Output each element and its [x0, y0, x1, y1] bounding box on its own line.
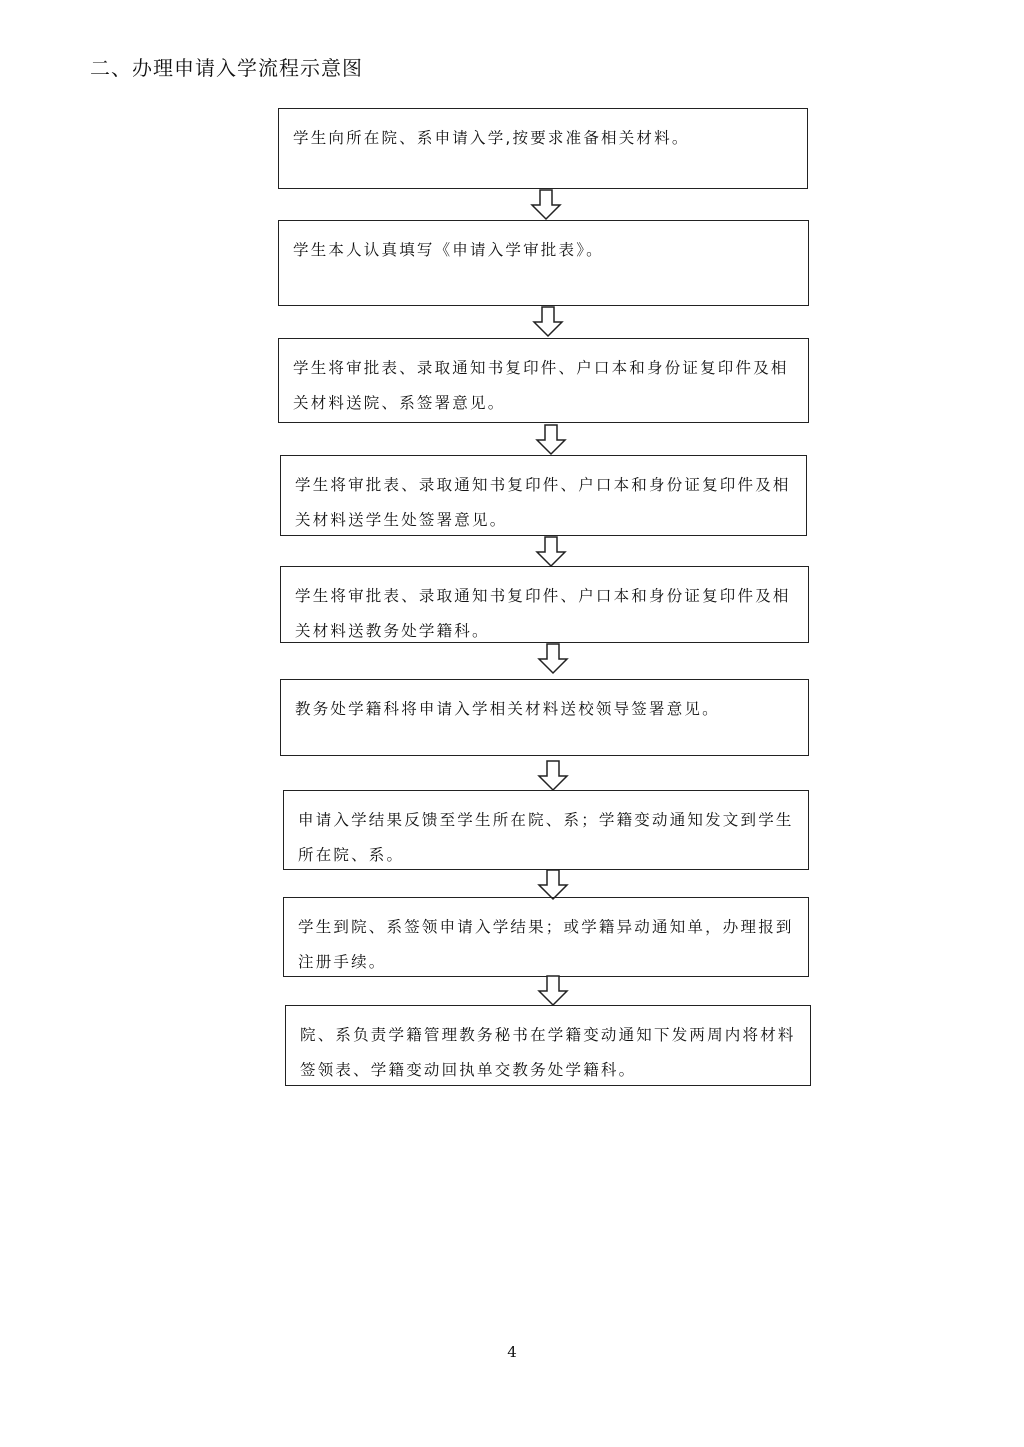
page-number: 4	[507, 1343, 517, 1361]
flow-step-2: 学生本人认真填写《申请入学审批表》。	[278, 220, 809, 306]
flow-step-5: 学生将审批表、录取通知书复印件、户口本和身份证复印件及相关材料送教务处学籍科。	[280, 566, 809, 643]
flow-step-6: 教务处学籍科将申请入学相关材料送校领导签署意见。	[280, 679, 809, 756]
down-arrow-icon	[530, 189, 562, 221]
flow-step-8: 学生到院、系签领申请入学结果；或学籍异动通知单，办理报到注册手续。	[283, 897, 809, 977]
down-arrow-icon	[532, 306, 564, 338]
flow-step-4: 学生将审批表、录取通知书复印件、户口本和身份证复印件及相关材料送学生处签署意见。	[280, 455, 807, 536]
flow-step-3: 学生将审批表、录取通知书复印件、户口本和身份证复印件及相关材料送院、系签署意见。	[278, 338, 809, 423]
flow-step-1: 学生向所在院、系申请入学,按要求准备相关材料。	[278, 108, 808, 189]
down-arrow-icon	[535, 424, 567, 456]
down-arrow-icon	[537, 975, 569, 1007]
down-arrow-icon	[535, 536, 567, 568]
down-arrow-icon	[537, 643, 569, 675]
flow-step-9: 院、系负责学籍管理教务秘书在学籍变动通知下发两周内将材料签领表、学籍变动回执单交教务处学籍科。	[285, 1005, 811, 1086]
down-arrow-icon	[537, 760, 569, 792]
flow-step-7: 申请入学结果反馈至学生所在院、系；学籍变动通知发文到学生所在院、系。	[283, 790, 809, 870]
page-heading: 二、办理申请入学流程示意图	[90, 56, 363, 80]
